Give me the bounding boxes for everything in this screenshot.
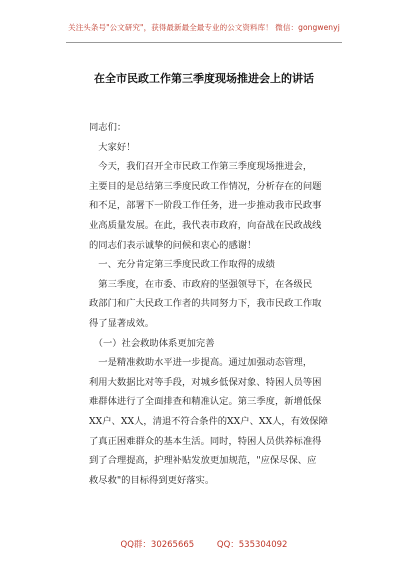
- section-heading: 一、充分肯定第三季度民政工作取得的成绩: [89, 259, 275, 271]
- text-line: 同志们：: [89, 122, 127, 133]
- text-line: 得了显著成效。: [89, 317, 155, 329]
- text-line: 业高质量发展。在此，我代表市政府，向奋战在民政战线: [89, 219, 322, 231]
- text-line: 难群体进行了全面排查和精准认定。第三季度，新增低保: [89, 396, 322, 408]
- text-line: 和不足，部署下一阶段工作任务，进一步推动我市民政事: [89, 200, 322, 212]
- document-body: [89, 118, 344, 490]
- text-line: 到了合理提高，护理补贴发放更加规范，"应保尽保、应: [89, 455, 317, 467]
- text-line: 主要目的是总结第三季度民政工作情况，分析存在的问题: [89, 180, 322, 192]
- text-line: 今天，我们召开全市民政工作第三季度现场推进会，: [89, 161, 313, 173]
- document-title: 在全市民政工作第三季度现场推进会上的讲话: [94, 72, 314, 85]
- footer-contact: [0, 538, 408, 550]
- text-line: 大家好！: [89, 141, 136, 153]
- text-line: XX户、XX人，清退不符合条件的XX户、XX人，有效保障: [89, 415, 328, 427]
- footer-qq-group: QQ群：30265665: [120, 540, 195, 550]
- body-text: [89, 118, 344, 490]
- header-divider: [66, 42, 342, 43]
- text-line: 救尽救"的目标得到更好落实。: [89, 474, 215, 486]
- subsection-heading: （一）社会救助体系更加完善: [89, 337, 215, 349]
- text-line: 的同志们表示诚挚的问候和衷心的感谢！: [89, 239, 257, 251]
- footer-qq: QQ：535304092: [216, 540, 288, 550]
- text-line: 了真正困难群众的基本生活。同时，特困人员供养标准得: [89, 435, 322, 447]
- text-line: 政部门和广大民政工作者的共同努力下，我市民政工作取: [89, 298, 322, 310]
- text-line: 第三季度，在市委、市政府的坚强领导下，在各级民: [89, 278, 313, 290]
- text-line: 一是精准救助水平进一步提高。通过加强动态管理，: [89, 357, 313, 369]
- header-banner: 关注头条号"公文研究"，获得最新最全最专业的公文资料库！ 微信：gongwenyj: [68, 23, 340, 32]
- text-line: 利用大数据比对等手段，对城乡低保对象、特困人员等困: [89, 376, 322, 388]
